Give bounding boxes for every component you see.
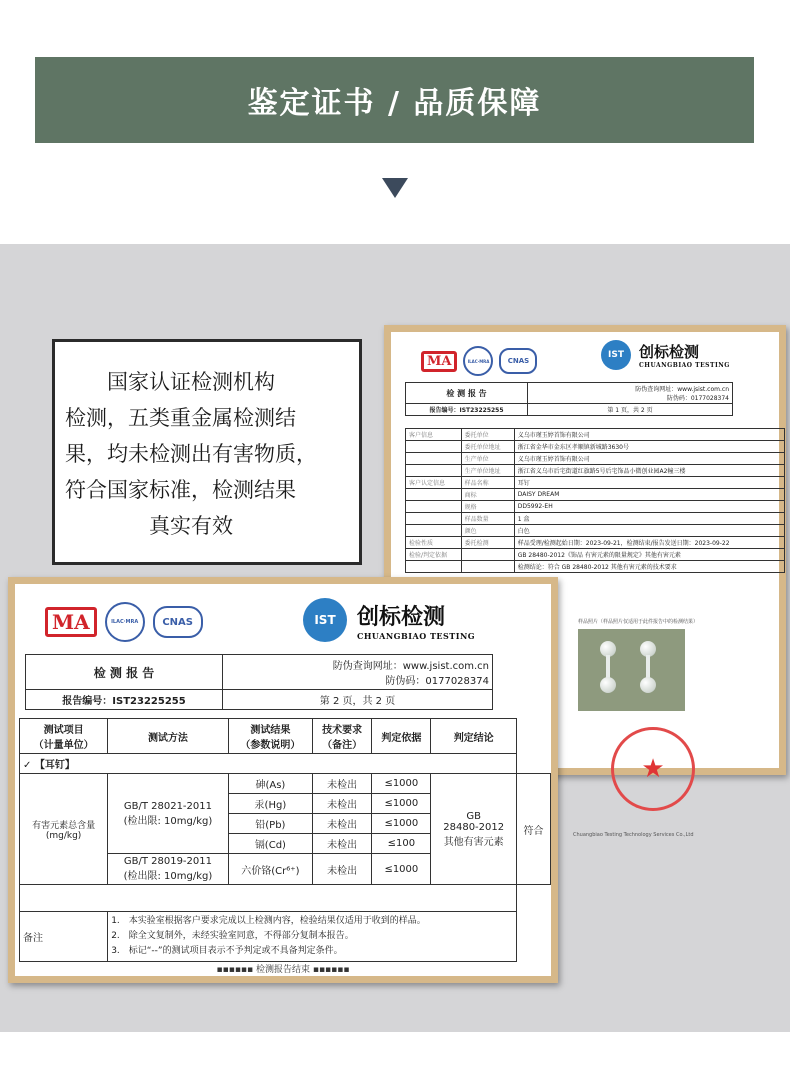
note-line: 果，均未检测出有害物质， — [65, 442, 317, 466]
info-key — [461, 561, 514, 573]
info-key: 商标 — [461, 489, 514, 501]
test-method-1: GB/T 28021-2011 (检出限: 10mg/kg) — [108, 774, 229, 854]
column-header: 测试项目 （计量单位） — [20, 719, 108, 754]
photo-label: 样品照片（样品照片仅适用于此件报告中的检测结果） — [578, 619, 699, 625]
element-result: 未检出 — [313, 814, 372, 834]
cnas-logo: CNAS — [153, 606, 203, 638]
info-group — [406, 453, 462, 465]
ist-logo: IST — [303, 598, 347, 642]
element-name: 六价铬(Cr⁶⁺) — [228, 854, 312, 885]
brand-name-en: CHUANGBIAO TESTING — [357, 630, 476, 641]
logos-row — [421, 346, 537, 376]
table-row — [20, 774, 551, 794]
remark-label: 备注 — [20, 912, 108, 962]
element-limit: ≤1000 — [372, 854, 431, 885]
info-key: 委托检测 — [461, 537, 514, 549]
page-number: 第 2 页，共 2 页 — [223, 690, 493, 710]
info-key: 生产单位 — [461, 453, 514, 465]
ilac-logo: ILAC·MRA — [105, 602, 145, 642]
earring-bead-icon — [600, 677, 616, 693]
info-group — [406, 525, 462, 537]
table-row — [406, 477, 785, 489]
note-line: 真实有效 — [65, 514, 233, 538]
report-no-label: 报告编号： — [62, 696, 113, 707]
info-group — [406, 465, 462, 477]
logos-row — [45, 602, 203, 642]
info-value: 白色 — [514, 525, 784, 537]
info-value: DAISY DREAM — [514, 489, 784, 501]
info-value: DD5992-EH — [514, 501, 784, 513]
report-no: IST23225255 — [112, 696, 186, 707]
info-key: 样品名称 — [461, 477, 514, 489]
info-value: 1 盒 — [514, 513, 784, 525]
remark-2: 2. 除全文复制外，未经实验室同意，不得部分复制本报告。 — [111, 931, 354, 941]
column-header: 测试方法 — [108, 719, 229, 754]
info-group — [406, 561, 462, 573]
verify-code: 防伪码：0177028374 — [666, 395, 729, 402]
remark-1: 1. 本实验室根据客户要求完成以上检测内容，检验结果仅适用于收到的样品。 — [111, 916, 426, 926]
brand-name-en: CHUANGBIAO TESTING — [639, 362, 730, 369]
info-key: 样品数量 — [461, 513, 514, 525]
table-row — [406, 489, 785, 501]
info-group — [406, 513, 462, 525]
brand-header — [303, 598, 475, 642]
table-row — [406, 513, 785, 525]
info-group: 检验/判定依据 — [406, 549, 462, 561]
info-key: 委托单位 — [461, 429, 514, 441]
report-no-label: 报告编号： — [429, 407, 460, 414]
element-limit: ≤1000 — [372, 794, 431, 814]
element-result: 未检出 — [313, 834, 372, 854]
note-line: 符合国家标准，检测结果 — [65, 478, 296, 502]
info-value: 义乌市瑾玉婷首饰有限公司 — [514, 429, 784, 441]
element-limit: ≤1000 — [372, 774, 431, 794]
table-row — [406, 525, 785, 537]
official-stamp — [611, 727, 695, 811]
info-key — [461, 549, 514, 561]
info-group: 检验性质 — [406, 537, 462, 549]
results-table — [19, 718, 551, 962]
report-header-table — [25, 654, 493, 710]
earring-bead-icon — [640, 677, 656, 693]
column-header: 测试结果 （参数说明） — [228, 719, 312, 754]
info-value: 义乌市瑾玉婷首饰有限公司 — [514, 453, 784, 465]
info-group: 客户认定信息 — [406, 477, 462, 489]
table-row — [406, 441, 785, 453]
info-value: 浙江省金华市金东区孝顺镇新城路3630号 — [514, 441, 784, 453]
cnas-logo: CNAS — [499, 348, 537, 374]
verify-code: 防伪码：0177028374 — [385, 676, 489, 687]
table-row — [406, 561, 785, 573]
certificate-page-2 — [8, 577, 558, 983]
table-row — [406, 501, 785, 513]
column-header: 判定结论 — [431, 719, 516, 754]
judgement-conclusion: 符合 — [516, 774, 550, 885]
info-key: 颜色 — [461, 525, 514, 537]
element-limit: ≤1000 — [372, 814, 431, 834]
judgement-basis: GB 28480-2012 其他有害元素 — [431, 774, 516, 885]
test-item: 有害元素总含量 (mg/kg) — [20, 774, 108, 885]
element-result: 未检出 — [313, 794, 372, 814]
table-row — [406, 429, 785, 441]
brand-header — [601, 340, 730, 370]
element-name: 铅(Pb) — [228, 814, 312, 834]
report-end: ▪▪▪▪▪▪ 检测报告结束 ▪▪▪▪▪▪ — [216, 965, 350, 975]
table-row — [406, 453, 785, 465]
report-header-table — [405, 382, 733, 416]
remark-3: 3. 标记“--”的测试项目表示不予判定或不具备判定条件。 — [111, 946, 343, 956]
report-title: 检 测 报 告 — [406, 383, 528, 404]
company-footer: Chuangbiao Testing Technology Services Co.,Ltd — [573, 832, 694, 838]
table-row — [406, 537, 785, 549]
element-name: 汞(Hg) — [228, 794, 312, 814]
info-value: 耳钉 — [514, 477, 784, 489]
info-value: 浙江省义乌市后宅街道红旗路5号后宅饰品小微创业园A2幢三楼 — [514, 465, 784, 477]
sample-photo — [578, 629, 685, 711]
verify-site: 防伪查询网址：www.jsist.com.cn — [332, 661, 489, 672]
column-header: 判定依据 — [372, 719, 431, 754]
info-key: 生产单位地址 — [461, 465, 514, 477]
info-key: 委托单位地址 — [461, 441, 514, 453]
info-value: 样品受理/检测起始日期：2023-09-21，检测结束/报告发送日期：2023-09-22 — [514, 537, 784, 549]
report-no: IST23225255 — [459, 407, 504, 414]
note-line: 检测，五类重金属检测结 — [65, 406, 296, 430]
test-method-2: GB/T 28019-2011 (检出限: 10mg/kg) — [108, 854, 229, 885]
info-group — [406, 489, 462, 501]
element-result: 未检出 — [313, 854, 372, 885]
ist-logo: IST — [601, 340, 631, 370]
table-row — [406, 465, 785, 477]
info-key: 规格 — [461, 501, 514, 513]
element-name: 镉(Cd) — [228, 834, 312, 854]
banner-title: 鉴定证书 / 品质保障 — [35, 57, 754, 143]
note-line: 国家认证检测机构 — [65, 370, 275, 394]
column-header: 技术要求 （备注） — [313, 719, 372, 754]
page-number: 第 1 页，共 2 页 — [528, 404, 733, 416]
info-group: 客户信息 — [406, 429, 462, 441]
ma-logo: MA — [421, 351, 457, 372]
element-name: 砷(As) — [228, 774, 312, 794]
ma-logo: MA — [45, 607, 97, 637]
info-group — [406, 441, 462, 453]
certification-note — [52, 339, 362, 565]
table-row — [406, 549, 785, 561]
element-result: 未检出 — [313, 774, 372, 794]
verify-site: 防伪查询网址：www.jsist.com.cn — [635, 386, 729, 393]
ilac-logo: ILAC·MRA — [463, 346, 493, 376]
info-value: 检测结论：符合 GB 28480-2012 其他有害元素的技术要求 — [514, 561, 784, 573]
info-group — [406, 501, 462, 513]
info-table — [405, 428, 785, 573]
report-title: 检 测 报 告 — [26, 655, 223, 690]
brand-name: 创标检测 — [639, 343, 700, 361]
star-icon: ★ — [641, 754, 665, 784]
sample-name: ✓ 【耳钉】 — [20, 754, 517, 774]
results-header-row — [20, 719, 551, 754]
brand-name: 创标检测 — [357, 603, 446, 630]
info-value: GB 28480-2012《饰品 有害元素的限量规定》其他有害元素 — [514, 549, 784, 561]
element-limit: ≤100 — [372, 834, 431, 854]
down-arrow-icon — [382, 178, 408, 198]
